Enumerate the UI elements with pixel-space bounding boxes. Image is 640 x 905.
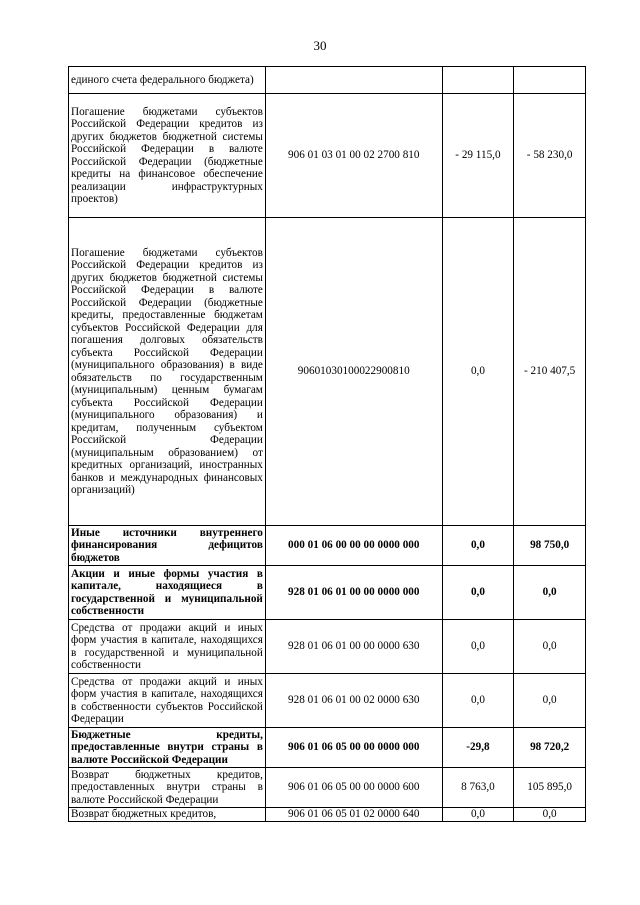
row-value-1-cell: 0,0 — [442, 566, 514, 620]
row-value-2-cell: - 210 407,5 — [514, 218, 586, 526]
page-number: 30 — [313, 38, 327, 53]
table-row — [69, 808, 586, 822]
row-name-cell: Средства от продажи акций и иных форм участия в капитале, находящихся в собственности субъектов Российской Федерации — [69, 674, 266, 728]
row-value-2-cell: 105 895,0 — [514, 768, 586, 808]
table-row — [69, 768, 586, 808]
table-row — [69, 94, 586, 218]
table-row — [69, 526, 586, 566]
row-value-2-cell: 0,0 — [514, 620, 586, 674]
row-value-2-cell: 0,0 — [514, 674, 586, 728]
row-code-cell — [265, 67, 442, 94]
row-code-cell: 906 01 06 05 00 00 0000 600 — [265, 768, 442, 808]
table-row — [69, 218, 586, 526]
row-value-1-cell: 0,0 — [442, 674, 514, 728]
row-value-1-cell: -29,8 — [442, 728, 514, 768]
row-code-cell: 90601030100022900810 — [265, 218, 442, 526]
row-value-2-cell: 0,0 — [514, 808, 586, 822]
row-value-1-cell: 0,0 — [442, 218, 514, 526]
row-code-cell: 928 01 06 01 00 00 0000 000 — [265, 566, 442, 620]
table-row — [69, 67, 586, 94]
row-value-1-cell: 0,0 — [442, 808, 514, 822]
row-value-2-cell: 98 750,0 — [514, 526, 586, 566]
row-code-cell: 906 01 03 01 00 02 2700 810 — [265, 94, 442, 218]
row-value-2-cell: - 58 230,0 — [514, 94, 586, 218]
row-value-1-cell: 8 763,0 — [442, 768, 514, 808]
row-code-cell: 928 01 06 01 00 02 0000 630 — [265, 674, 442, 728]
table-row — [69, 674, 586, 728]
row-value-2-cell — [514, 67, 586, 94]
row-code-cell: 906 01 06 05 01 02 0000 640 — [265, 808, 442, 822]
row-value-2-cell: 98 720,2 — [514, 728, 586, 768]
row-name-cell: единого счета федерального бюджета) — [69, 67, 266, 94]
row-name-cell: Погашение бюджетами субъектов Российской Федерации кредитов из других бюджетов бюджетной системы Российской Федерации в валюте Российской Федерации (бюджетные кредиты, предоставленные бюджетам субъектов Российской Федерации для погашения долговых обязательств субъекта Российской Федерации (муниципального образования) в виде обязательств по государственным (муниципальным) ценным бумагам субъекта Российской Федерации (муниципального образования) и кредитам, полученным субъектом Российской Федерации (муниципальным образованием) от кредитных организаций, иностранных банков и международных финансовых организаций) — [69, 218, 266, 526]
row-value-1-cell: 0,0 — [442, 526, 514, 566]
table-row — [69, 620, 586, 674]
row-name-cell: Иные источники внутреннего финансирования дефицитов бюджетов — [69, 526, 266, 566]
row-value-2-cell: 0,0 — [514, 566, 586, 620]
row-value-1-cell: - 29 115,0 — [442, 94, 514, 218]
row-code-cell: 906 01 06 05 00 00 0000 000 — [265, 728, 442, 768]
table-row — [69, 566, 586, 620]
row-value-1-cell: 0,0 — [442, 620, 514, 674]
table-row — [69, 728, 586, 768]
row-name-cell: Средства от продажи акций и иных форм участия в капитале, находящихся в государственной и муниципальной собственности — [69, 620, 266, 674]
row-code-cell: 000 01 06 00 00 00 0000 000 — [265, 526, 442, 566]
row-name-cell: Возврат бюджетных кредитов, — [69, 808, 266, 822]
row-code-cell: 928 01 06 01 00 00 0000 630 — [265, 620, 442, 674]
budget-sources-table — [68, 66, 586, 822]
row-name-cell: Бюджетные кредиты, предоставленные внутри страны в валюте Российской Федерации — [69, 728, 266, 768]
row-name-cell: Возврат бюджетных кредитов, предоставленных внутри страны в валюте Российской Федерации — [69, 768, 266, 808]
row-name-cell: Акции и иные формы участия в капитале, находящиеся в государственной и муниципальной собственности — [69, 566, 266, 620]
row-value-1-cell — [442, 67, 514, 94]
row-name-cell: Погашение бюджетами субъектов Российской Федерации кредитов из других бюджетов бюджетной системы Российской Федерации в валюте Российской Федерации (бюджетные кредиты на финансовое обеспечение реализации инфраструктурных проектов) — [69, 94, 266, 218]
